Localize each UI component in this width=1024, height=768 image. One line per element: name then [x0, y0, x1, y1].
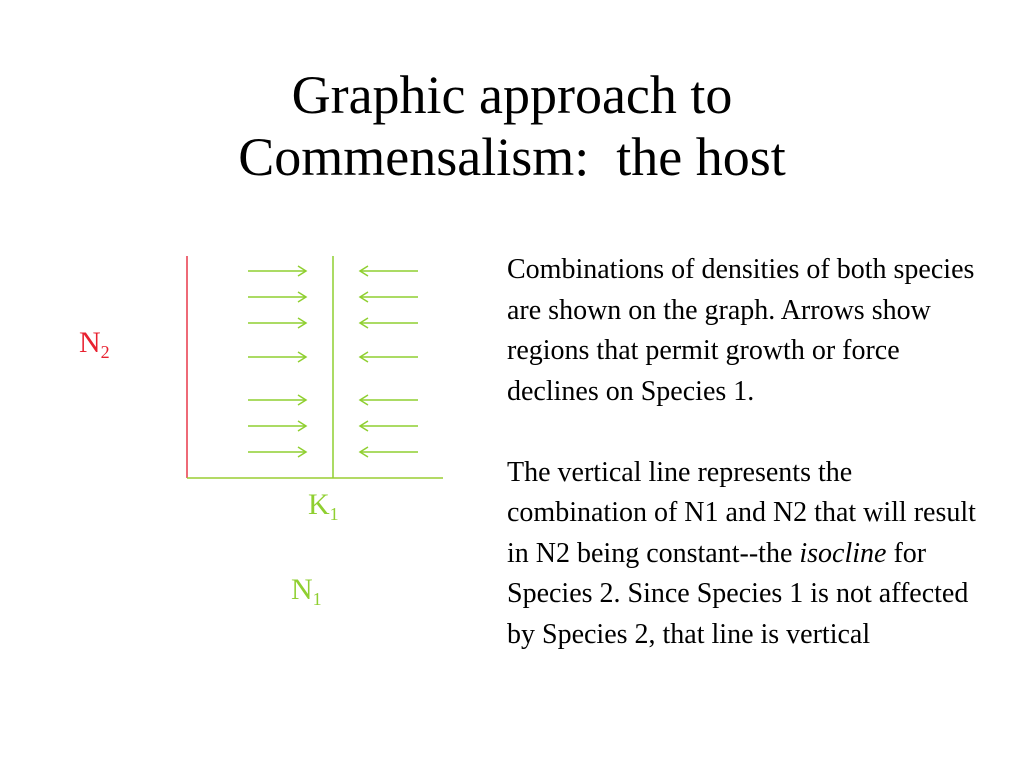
description-paragraph-1: Combinations of densities of both species are shown on the graph. Arrows show regions that permit growth or force declines on Species 1.: [507, 254, 975, 407]
title-line-1: Graphic approach to: [291, 65, 733, 125]
arrow-right-1: [248, 266, 306, 276]
isocline-term: isocline: [799, 537, 887, 569]
x-axis-label-sub: 1: [312, 589, 322, 609]
description-p2-start: The vertical line represents the combination of N1 and N2 that will result in N2 being constant--the: [507, 456, 976, 569]
arrow-right-4: [248, 352, 306, 362]
y-axis-label-main: N: [79, 326, 101, 359]
isocline-label: [308, 488, 339, 522]
arrow-left-2: [360, 292, 418, 302]
arrow-left-3: [360, 318, 418, 328]
arrow-right-5: [248, 395, 306, 405]
x-axis-label: [291, 573, 322, 607]
isocline-label-sub: 1: [329, 504, 339, 524]
arrow-left-1: [360, 266, 418, 276]
title-line-2: Commensalism: the host: [238, 127, 786, 187]
arrow-right-7: [248, 447, 306, 457]
arrow-left-5: [360, 395, 418, 405]
y-axis-label: [79, 326, 110, 360]
arrow-left-6: [360, 421, 418, 431]
isocline-label-main: K: [308, 488, 330, 521]
arrow-left-4: [360, 352, 418, 362]
arrow-right-2: [248, 292, 306, 302]
description-text: [507, 250, 987, 655]
arrow-right-6: [248, 421, 306, 431]
description-p2-end: for Species 2. Since Species 1 is not affected by Species 2, that line is vertical: [507, 537, 969, 650]
arrow-right-3: [248, 318, 306, 328]
description-paragraph-2: [507, 453, 987, 656]
x-axis-label-main: N: [291, 573, 313, 606]
y-axis-label-sub: 2: [100, 342, 110, 362]
arrow-left-7: [360, 447, 418, 457]
